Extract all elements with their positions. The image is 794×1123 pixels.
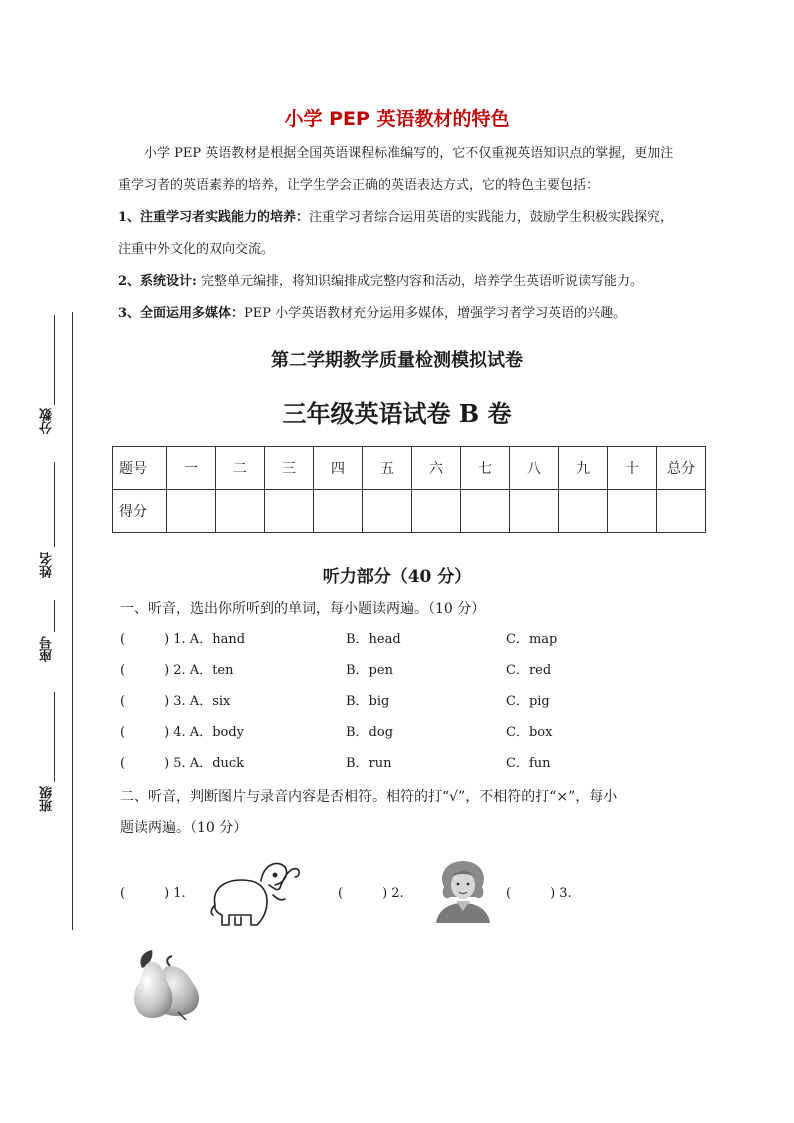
- score-cell[interactable]: [510, 490, 559, 533]
- option-c: C．pig: [506, 694, 550, 709]
- option-c: C．box: [506, 725, 553, 740]
- point-3-head: 3、全面运用多媒体：: [118, 306, 245, 321]
- option-c: C．fun: [506, 756, 551, 771]
- table-cell: 一: [167, 447, 216, 490]
- table-cell: 九: [559, 447, 608, 490]
- option-a: ( ) 1. A．hand: [120, 632, 246, 647]
- table-cell: 十: [608, 447, 657, 490]
- option-a: ( ) 5. A．duck: [120, 756, 245, 771]
- point-2-head: 2、系统设计:: [118, 274, 197, 289]
- exam-title: 三年级英语试卷 B 卷: [282, 399, 512, 428]
- score-cell[interactable]: [167, 490, 216, 533]
- option-b: B．pen: [346, 663, 393, 678]
- side-class-label: 班级: [40, 786, 55, 812]
- score-cell[interactable]: [657, 490, 706, 533]
- score-cell[interactable]: [461, 490, 510, 533]
- q2-item-3: ( ) 3.: [506, 886, 572, 901]
- elephant-icon: [205, 855, 305, 931]
- option-a: ( ) 3. A．six: [120, 694, 231, 709]
- option-a: ( ) 2. A．ten: [120, 663, 234, 678]
- question-2-title-line-1: 二、听音，判断图片与录音内容是否相符。相符的打“√”，不相符的打“×”，每小: [120, 789, 618, 805]
- seat-blank[interactable]: [54, 600, 55, 632]
- table-cell: 二: [216, 447, 265, 490]
- side-name-label: 姓名: [40, 552, 55, 578]
- question-2-title-line-2: 题读两遍。（10 分）: [120, 820, 248, 836]
- option-b: B．dog: [346, 725, 394, 740]
- table-cell: 六: [412, 447, 461, 490]
- table-cell: 四: [314, 447, 363, 490]
- score-cell[interactable]: [608, 490, 657, 533]
- listening-heading: 听力部分（40 分）: [322, 567, 472, 587]
- score-table-score-row: [113, 490, 706, 533]
- option-a: ( ) 4. A．body: [120, 725, 245, 740]
- point-2-body: 完整单元编排，将知识编排成完整内容和活动，培养学生英语听说读写能力。: [196, 274, 643, 289]
- option-b: B．head: [346, 632, 401, 647]
- q2-item-1: ( ) 1.: [120, 886, 186, 901]
- question-1-title: 一、听音，选出你所听到的单词，每小题读两遍。（10 分）: [120, 601, 486, 617]
- table-cell: 得分: [113, 490, 167, 533]
- score-cell[interactable]: [412, 490, 461, 533]
- score-cell[interactable]: [216, 490, 265, 533]
- table-cell: 七: [461, 447, 510, 490]
- table-cell: 五: [363, 447, 412, 490]
- option-b: B．big: [346, 694, 390, 709]
- option-c: C．red: [506, 663, 552, 678]
- score-blank[interactable]: [54, 315, 55, 405]
- score-cell[interactable]: [265, 490, 314, 533]
- name-blank[interactable]: [54, 462, 55, 547]
- point-1-body: 注重学习者综合运用英语的实践能力，鼓励学生积极实践探究，注重中外文化的双向交流。: [118, 210, 674, 257]
- class-blank[interactable]: [54, 692, 55, 782]
- point-3: [118, 298, 678, 330]
- binding-line: [72, 312, 73, 930]
- pear-icon: [126, 948, 206, 1020]
- option-c: C．map: [506, 632, 558, 647]
- score-cell[interactable]: [363, 490, 412, 533]
- option-b: B．run: [346, 756, 392, 771]
- score-table: [112, 446, 706, 533]
- side-seat-label: 座号: [40, 636, 55, 662]
- score-cell[interactable]: [559, 490, 608, 533]
- side-score-label: 分数: [40, 408, 55, 434]
- score-table-header-row: [113, 447, 706, 490]
- point-1-head: 1、注重学习者实践能力的培养：: [118, 210, 310, 225]
- point-3-body: PEP 小学英语教材充分运用多媒体，增强学习者学习英语的兴趣。: [244, 306, 627, 321]
- point-2: [118, 266, 678, 298]
- page-title: 小学 PEP 英语教材的特色: [284, 108, 510, 130]
- score-cell[interactable]: [314, 490, 363, 533]
- exam-subtitle: 第二学期教学质量检测模拟试卷: [271, 350, 523, 371]
- table-cell: 总分: [657, 447, 706, 490]
- woman-portrait-icon: [430, 857, 496, 923]
- q2-item-2: ( ) 2.: [338, 886, 404, 901]
- intro-paragraph: 小学 PEP 英语教材是根据全国英语课程标准编写的，它不仅重视英语知识点的掌握，更加注重学习者的英语素养的培养，让学生学会正确的英语表达方式，它的特色主要包括：: [118, 146, 674, 193]
- point-1: [118, 202, 678, 266]
- table-cell: 三: [265, 447, 314, 490]
- table-cell: 八: [510, 447, 559, 490]
- table-cell: 题号: [113, 447, 167, 490]
